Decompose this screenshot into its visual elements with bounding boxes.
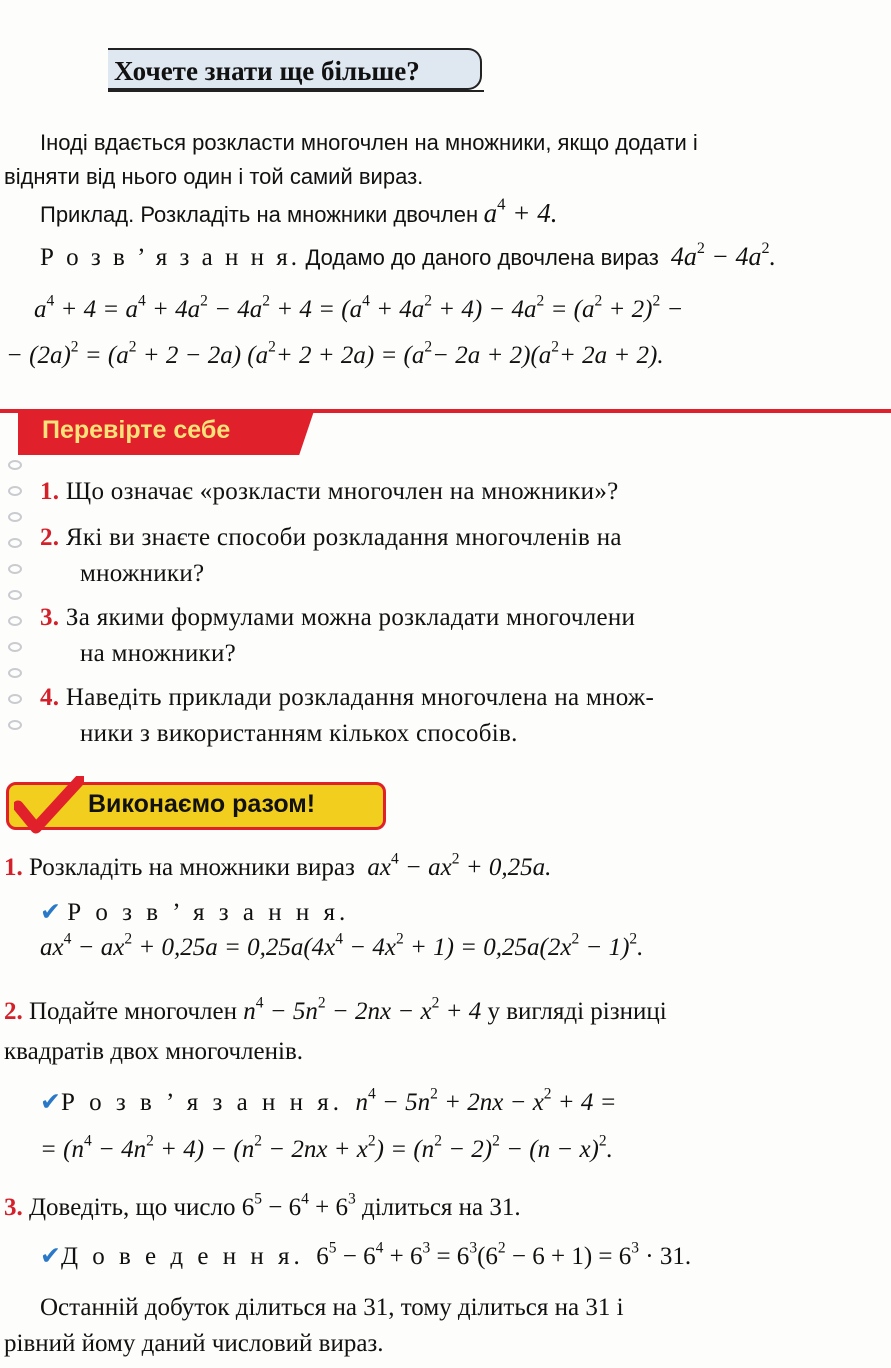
notebook-spiral — [4, 420, 24, 740]
task-2-polynomial: $n^4 - 5n^2 - 2nx - x^2 + 4$ — [243, 994, 482, 1025]
question-4: 4. Наведіть приклади розкладання многочлена на множ- — [40, 684, 655, 711]
task-3: 3. Доведіть, що число $6^5 - 6^4 + 6^3$ ділиться на 31. — [4, 1190, 521, 1221]
question-3: 3. За якими формулами можна розкладати многочлени — [40, 604, 636, 631]
task-3-proof: ✔Д о в е д е н н я. $6^5 - 6^4 + 6^3 = 6^3(6^2 - 6 + 1) = 6^3 \cdot 31$. — [40, 1239, 692, 1270]
more-section-title: Хочете знати ще більше? — [108, 48, 482, 90]
solution-line — [40, 240, 776, 275]
solution-text: Додамо до даного двочлена вираз — [305, 245, 659, 270]
final-line-1: Останній добуток ділиться на 31, тому ділиться на 31 і — [40, 1294, 624, 1321]
task-2: 2. Подайте многочлен $n^4 - 5n^2 - 2nx - x^2 + 4$ у вигляді різниці — [4, 994, 667, 1025]
example-binomial: $a^4 + 4$. — [483, 194, 558, 228]
task-3-number: $6^5 - 6^4 + 6^3$ — [241, 1190, 356, 1221]
check-icon: ✔ — [40, 1087, 61, 1116]
intro-line-1: Іноді вдається розкласти многочлен на множники, якщо додати і — [40, 130, 698, 155]
task-2-solution-label: Р о з в ’ я з а н н я. — [60, 1089, 343, 1116]
check-icon: ✔ — [40, 897, 61, 926]
question-2: 2. Які ви знаєте способи розкладання многочленів на — [40, 524, 622, 551]
title-underline — [108, 90, 484, 92]
question-1: 1. Що означає «розкласти многочлен на множники»? — [40, 478, 619, 505]
checkmark-icon — [14, 776, 84, 834]
intro-line-2: відняти від нього один і той самий вираз. — [4, 164, 424, 189]
task-1-solution-label-line — [40, 894, 349, 931]
task-2-line-2: квадратів двох многочленів. — [4, 1038, 303, 1065]
added-expression: $4a^2 - 4a^2$. — [664, 239, 777, 271]
check-section-title: Перевірте себе — [42, 416, 231, 444]
task-3-proof-label: Д о в е д е н н я. — [60, 1243, 304, 1270]
example-line — [40, 196, 557, 232]
task-2-solution-line-1: ✔Р о з в ’ я з а н н я. $n^4 - 5n^2 + 2nx - x^2 + 4$ = — [40, 1085, 617, 1116]
final-line-2: рівний йому даний числовий вираз. — [4, 1330, 384, 1357]
solution-label: Р о з в ’ я з а н н я. — [40, 244, 301, 271]
example-label: Приклад. Розкладіть на множники двочлен — [40, 202, 479, 227]
question-3-line-2: на множники? — [80, 640, 237, 667]
task-1-solution: $ax^4 - ax^2 + 0,25a = 0,25a(4x^4 - 4x^2 + 1) = 0,25a(2x^2 - 1)^2$. — [40, 930, 644, 961]
task-1-solution-label: Р о з в ’ я з а н н я. — [67, 899, 350, 926]
task-2-solution-line-2: = $(n^4 - 4n^2 + 4) - (n^2 - 2nx + x^2) = (n^2 - 2)^2 - (n - x)^2$. — [40, 1132, 613, 1163]
question-2-line-2: множники? — [80, 560, 205, 587]
question-4-line-2: ники з використанням кількох способів. — [80, 720, 518, 747]
check-icon: ✔ — [40, 1241, 61, 1270]
formula-line-1: $a^4 + 4 = a^4 + 4a^2 - 4a^2 + 4 = (a^4 + 4a^2 + 4) - 4a^2 = (a^2 + 2)^2$ − — [34, 292, 684, 323]
task-1: 1. Розкладіть на множники вираз $ax^4 - ax^2 + 0,25a$. — [4, 850, 552, 881]
formula-line-2: − $(2a)^2 = (a^2 + 2 - 2a)$ $(a^2+ 2 + 2a) = (a^2- 2a + 2)(a^2+ 2a + 2)$. — [6, 338, 664, 369]
task-1-expression: $ax^4 - ax^2 + 0,25a$. — [361, 850, 552, 881]
together-section-title: Виконаємо разом! — [88, 790, 316, 818]
